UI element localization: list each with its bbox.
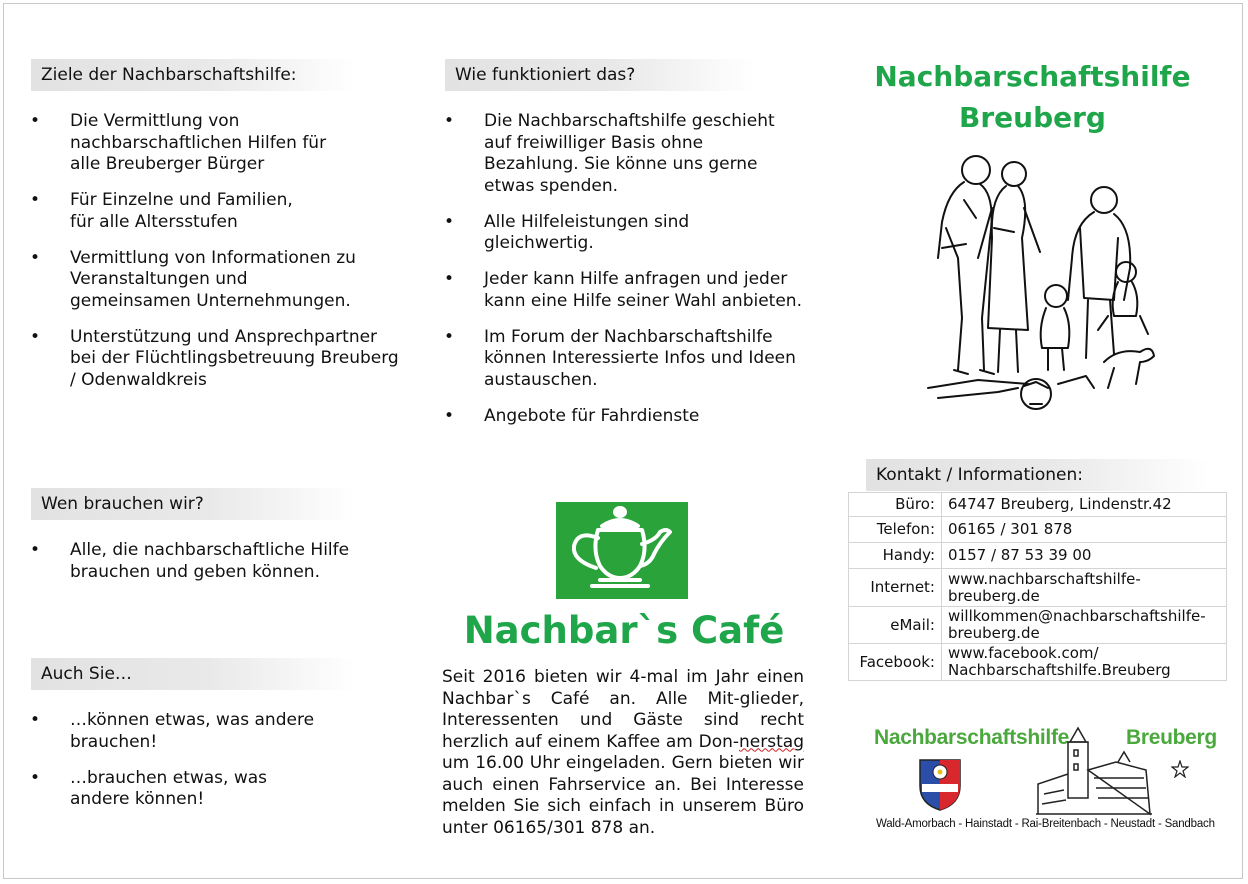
family-illustration [918, 148, 1158, 420]
contact-table [848, 492, 1227, 681]
cafe-title: Nachbar`s Café [463, 609, 785, 652]
logo-caption: Wald-Amorbach - Hainstadt - Rai-Breitenbach - Neustadt - Sandbach [876, 818, 1215, 830]
cafe-text-part: um 16.00 Uhr eingeladen. Gern bieten wir auch einen Fahrservice an. Bei Interesse melden Sie sich einfach in unserem Büro unter 06165/301 878 an. [442, 753, 804, 838]
list-item: • …können etwas, was andere brauchen! [30, 710, 320, 753]
list-item: • Die Vermittlung von nachbarschaftlichen Hilfen für alle Breuberger Bürger [30, 111, 330, 176]
ziele-header: Ziele der Nachbarschaftshilfe: [31, 59, 356, 91]
list-item: • Die Nachbarschaftshilfe geschieht auf freiwilliger Basis ohne Bezahlung. Sie könne uns gerne etwas spenden. [444, 111, 794, 197]
wen-header: Wen brauchen wir? [31, 488, 356, 520]
table-row [849, 493, 1227, 517]
table-row [849, 607, 1227, 644]
contact-label-buero: Büro: [849, 493, 942, 517]
list-item: • Unterstützung und Ansprechpartner bei der Flüchtlingsbetreuung Breuberg / Odenwaldkreis [30, 327, 400, 392]
castle-icon [1034, 722, 1154, 818]
list-item: • …brauchen etwas, was andere können! [30, 768, 320, 811]
list-item: • Vermittlung von Informationen zu Veranstaltungen und gemeinsamen Unternehmungen. [30, 248, 370, 313]
table-row [849, 569, 1227, 607]
list-item: • Angebote für Fahrdienste [444, 406, 814, 428]
coat-of-arms-icon [918, 758, 962, 812]
page-title-line2: Breuberg [959, 101, 1106, 134]
teapot-icon [556, 502, 688, 599]
list-item: • Für Einzelne und Familien, für alle Altersstufen [30, 190, 310, 233]
page-title-line1: Nachbarschaftshilfe [874, 60, 1191, 93]
cafe-text-part: Seit 2016 bieten wir 4-mal im Jahr einen Nachbar`s Café an. Alle Mit-glieder, Interessenten und Gäste sind recht herzlich auf einem Kaffee am Don- [442, 667, 804, 752]
contact-value-telefon: 06165 / 301 878 [942, 517, 1227, 543]
contact-value-handy: 0157 / 87 53 39 00 [942, 543, 1227, 569]
star-icon [1171, 760, 1189, 778]
contact-label-telefon: Telefon: [849, 517, 942, 543]
wie-header: Wie funktioniert das? [445, 59, 755, 91]
kontakt-header: Kontakt / Informationen: [866, 459, 1209, 491]
contact-value-buero: 64747 Breuberg, Lindenstr.42 [942, 493, 1227, 517]
list-item: • Jeder kann Hilfe anfragen und jeder kann eine Hilfe seiner Wahl anbieten. [444, 269, 814, 312]
list-item: • Im Forum der Nachbarschaftshilfe können Interessierte Infos und Ideen austauschen. [444, 327, 804, 392]
contact-link-facebook[interactable]: www.facebook.com/ Nachbarschaftshilfe.Breuberg [942, 644, 1227, 681]
list-item: • Alle, die nachbarschaftliche Hilfe brauchen und geben können. [30, 540, 360, 583]
wie-list [444, 111, 814, 442]
table-row [849, 644, 1227, 681]
auch-list [30, 710, 360, 825]
ziele-list [30, 111, 400, 406]
cafe-text-spellcheck: nerstag [739, 731, 804, 752]
contact-label-internet: Internet: [849, 569, 942, 607]
cafe-description [442, 667, 804, 839]
contact-label-email: eMail: [849, 607, 942, 644]
contact-link-email[interactable]: willkommen@nachbarschaftshilfe-breuberg.de [942, 607, 1227, 644]
auch-header: Auch Sie… [31, 658, 356, 690]
contact-link-internet[interactable]: www.nachbarschaftshilfe-breuberg.de [942, 569, 1227, 607]
logo-word-breuberg: Breuberg [1126, 726, 1217, 749]
logo-word-nachbarschaftshilfe: Nachbarschaftshilfe [874, 726, 1070, 749]
organization-logo [868, 718, 1218, 838]
list-item: • Alle Hilfeleistungen sind gleichwertig. [444, 212, 724, 255]
wen-list [30, 540, 360, 598]
contact-label-facebook: Facebook: [849, 644, 942, 681]
table-row [849, 543, 1227, 569]
table-row [849, 517, 1227, 543]
contact-label-handy: Handy: [849, 543, 942, 569]
